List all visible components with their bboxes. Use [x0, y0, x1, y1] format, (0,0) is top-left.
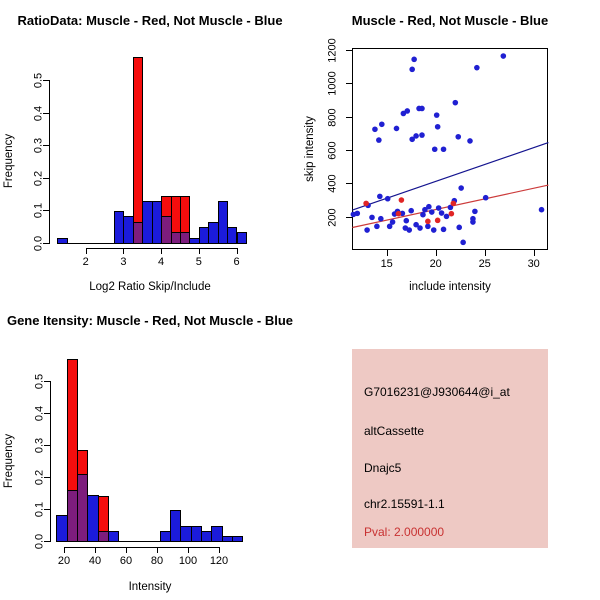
scatter-point-blue [404, 218, 410, 224]
pval-text: Pval: 2.000000 [364, 525, 445, 539]
scatter-point-blue [411, 57, 417, 63]
panel-gene-intensity-histogram [0, 300, 300, 600]
scatter-point-blue [456, 225, 462, 231]
scatter-point-blue [413, 133, 419, 139]
ratio-histogram-plot-area [0, 0, 300, 300]
y-tick-label: 0.5 [33, 374, 46, 390]
scatter-point-red [435, 218, 441, 224]
scatter-point-blue [470, 219, 476, 225]
y-axis-line [49, 80, 50, 244]
scatter-point-blue [467, 138, 473, 144]
y-axis-line [50, 381, 51, 542]
x-tick-label: 20 [57, 555, 71, 568]
x-tick-label: 80 [150, 555, 164, 568]
ratio-histogram-ylabel: Frequency [3, 133, 15, 189]
scatter-point-blue [387, 224, 393, 230]
scatter-point-blue [426, 204, 432, 210]
x-tick-label: 30 [527, 258, 540, 270]
gene-histogram-plot-area [0, 300, 300, 600]
scatter-point-blue [408, 208, 414, 214]
scatter-point-blue [441, 146, 447, 152]
scatter-point-blue [455, 134, 461, 140]
scatter-point-blue [436, 205, 442, 211]
scatter-point-blue [425, 224, 431, 230]
scatter-point-blue [379, 121, 385, 127]
scatter-point-red [451, 201, 457, 207]
scatter-point-blue [441, 227, 447, 233]
x-axis-tick [237, 248, 238, 254]
scatter-point-blue [431, 227, 437, 233]
scatter-point-blue [460, 240, 466, 246]
x-tick-label: 5 [195, 256, 202, 269]
scatter-point-blue [439, 210, 445, 216]
x-axis-tick [188, 547, 189, 553]
scatter-point-blue [539, 207, 545, 213]
scatter-point-blue [417, 225, 423, 231]
scatter-title: Muscle - Red, Not Muscle - Blue [351, 13, 549, 28]
scatter-point-blue [435, 124, 441, 130]
scatter-point-blue [444, 214, 450, 220]
y-tick-label: 1000 [326, 71, 339, 97]
ratio-histogram-title: RatioData: Muscle - Red, Not Muscle - Blue [17, 13, 283, 28]
scatter-point-blue [369, 215, 375, 221]
scatter-point-blue [483, 195, 489, 201]
y-tick-label: 0.2 [33, 470, 46, 486]
y-tick-label: 400 [326, 174, 339, 194]
scatter-point-blue [401, 111, 407, 117]
y-tick-label: 800 [326, 108, 339, 127]
y-tick-label: 0.5 [32, 73, 45, 89]
x-axis-tick [123, 248, 124, 254]
event-type-text: altCassette [364, 424, 425, 438]
y-tick-label: 0.3 [32, 138, 45, 154]
scatter-point-red [399, 197, 405, 203]
scatter-point-blue [376, 137, 382, 143]
x-tick-label: 25 [478, 258, 491, 270]
histogram-bar-blue [232, 536, 243, 542]
panel-info [300, 300, 600, 600]
y-tick-label: 0.3 [33, 438, 46, 454]
histogram-bar-red [77, 450, 88, 475]
scatter-point-red [396, 211, 402, 217]
scatter-point-red [363, 201, 369, 207]
scatter-point-blue [472, 209, 478, 215]
scatter-point-blue [453, 100, 459, 106]
y-tick-label: 0.1 [32, 203, 45, 219]
probe-id-text: G7016231@J930644@i_at [364, 385, 510, 399]
scatter-point-blue [429, 209, 435, 215]
scatter-ylabel: skip intensity [304, 116, 316, 182]
histogram-bar-blue [108, 531, 119, 542]
scatter-point-blue [378, 216, 384, 222]
x-axis-tick [219, 547, 220, 553]
x-tick-label: 20 [429, 258, 442, 270]
scatter-point-blue [419, 106, 425, 112]
x-axis-tick [95, 547, 96, 553]
y-tick-label: 0.4 [32, 105, 45, 121]
y-tick-label: 0.2 [32, 170, 45, 186]
scatter-point-blue [501, 53, 507, 59]
scatter-plot-area [300, 0, 600, 300]
scatter-point-blue [374, 224, 380, 230]
histogram-bar-red [98, 496, 109, 533]
x-axis-tick [199, 248, 200, 254]
x-tick-label: 40 [88, 555, 102, 568]
y-tick-label: 1200 [326, 38, 339, 63]
scatter-point-blue [394, 126, 400, 132]
gene-histogram-xlabel: Intensity [128, 581, 172, 593]
y-tick-label: 0.1 [33, 502, 46, 518]
histogram-bar-blue [237, 232, 247, 243]
gene-name-text: Dnajc5 [364, 461, 402, 475]
scatter-point-blue [351, 212, 357, 218]
x-axis-tick [64, 547, 65, 553]
result-info-box [352, 349, 548, 548]
x-axis-tick [86, 248, 87, 254]
trend-line-blue [352, 143, 548, 210]
y-tick-label: 0.0 [32, 235, 45, 251]
y-tick-label: 600 [326, 141, 339, 160]
scatter-point-blue [474, 65, 480, 71]
x-tick-label: 4 [158, 256, 165, 269]
scatter-point-red [449, 211, 455, 217]
x-tick-label: 6 [233, 256, 240, 269]
scatter-point-red [425, 219, 431, 225]
x-axis-tick [157, 547, 158, 553]
scatter-canvas [300, 0, 600, 300]
scatter-point-blue [377, 194, 383, 200]
ratio-histogram-xlabel: Log2 Ratio Skip/Include [89, 281, 211, 293]
gene-histogram-title: Gene Itensity: Muscle - Red, Not Muscle - Blue [6, 313, 294, 328]
x-axis-tick [126, 547, 127, 553]
panel-ratio-histogram [0, 0, 300, 300]
panel-intensity-scatter [300, 0, 600, 300]
scatter-point-blue [385, 196, 391, 202]
histogram-bar-blue [57, 238, 67, 244]
x-tick-label: 100 [178, 555, 198, 568]
gene-histogram-ylabel: Frequency [3, 433, 15, 489]
scatter-point-blue [364, 227, 370, 233]
x-tick-label: 60 [119, 555, 133, 568]
scatter-point-blue [403, 225, 409, 231]
x-tick-label: 120 [209, 555, 229, 568]
genome-location-text: chr2.15591-1.1 [364, 497, 445, 511]
x-axis-tick [161, 248, 162, 254]
scatter-point-blue [434, 112, 440, 118]
scatter-point-blue [458, 185, 464, 191]
scatter-point-blue [420, 212, 426, 218]
x-axis-line [64, 547, 220, 548]
scatter-point-blue [419, 132, 425, 138]
y-tick-label: 0.4 [33, 406, 46, 422]
x-tick-label: 15 [380, 258, 393, 270]
scatter-point-blue [409, 67, 415, 73]
scatter-xlabel: include intensity [409, 281, 491, 293]
histogram-bar-red [133, 57, 143, 222]
scatter-point-blue [372, 126, 378, 132]
y-tick-label: 200 [326, 208, 339, 227]
y-tick-label: 0.0 [33, 534, 46, 550]
histogram-bar-red [180, 196, 190, 233]
scatter-point-blue [432, 146, 438, 152]
x-tick-label: 3 [120, 256, 127, 269]
x-tick-label: 2 [82, 256, 89, 269]
